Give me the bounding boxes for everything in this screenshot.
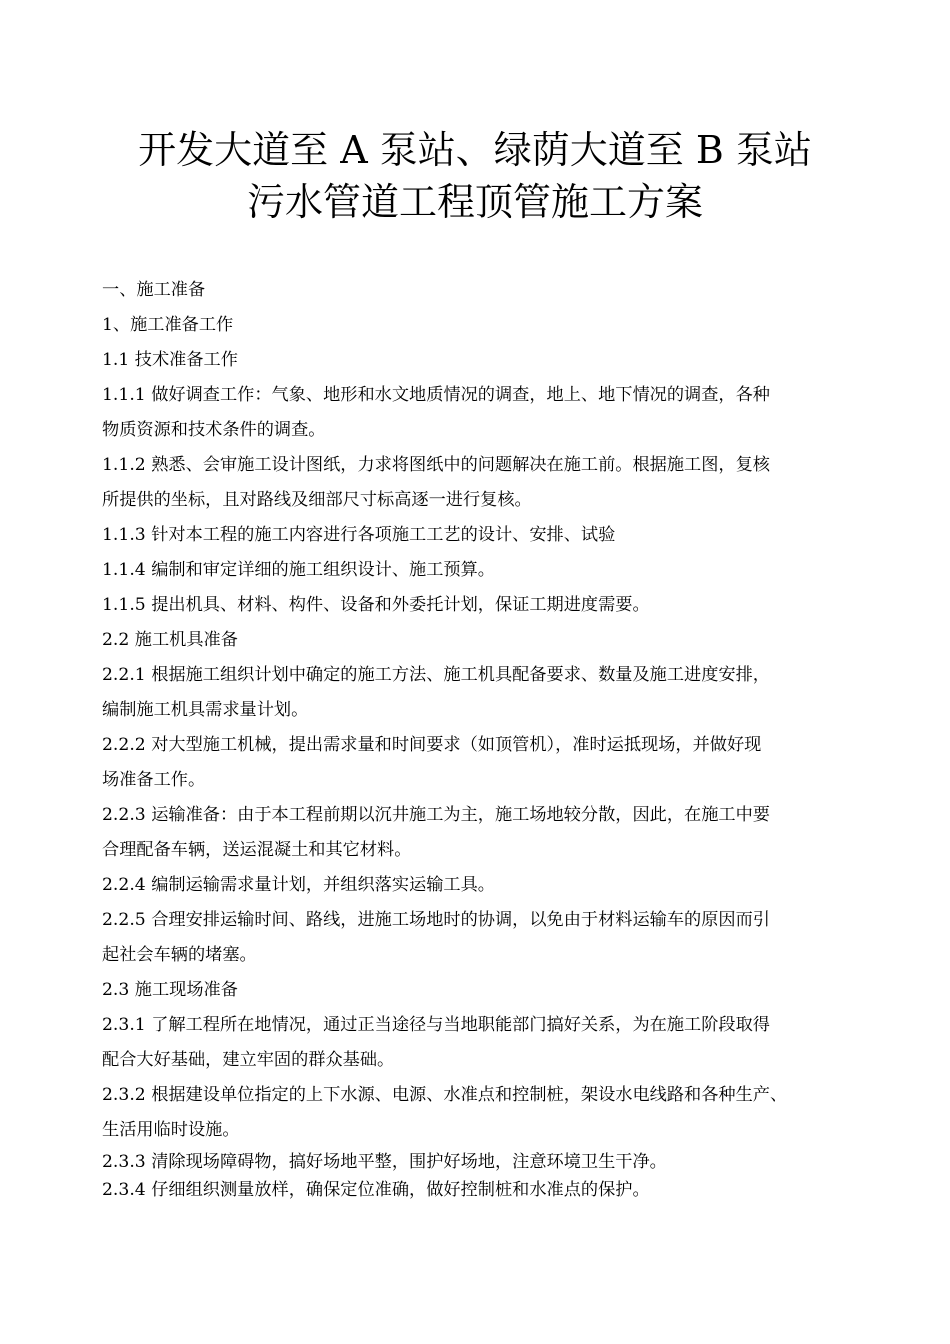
- subsection-heading: 2.3 施工现场准备: [102, 980, 238, 1000]
- paragraph-line: 2.3.1 了解工程所在地情况，通过正当途径与当地职能部门搞好关系，为在施工阶段取得: [102, 1015, 770, 1035]
- paragraph-line: 2.2.1 根据施工组织计划中确定的施工方法、施工机具配备要求、数量及施工进度安排，: [102, 665, 770, 685]
- paragraph-line: 2.3.3 清除现场障碍物，搞好场地平整，围护好场地，注意环境卫生干净。: [102, 1152, 667, 1172]
- paragraph-line: 生活用临时设施。: [102, 1120, 240, 1140]
- paragraph-line: 配合大好基础，建立牢固的群众基础。: [102, 1050, 395, 1070]
- section-heading: 一、施工准备: [102, 280, 206, 300]
- paragraph-line: 2.2.5 合理安排运输时间、路线，进施工场地时的协调，以免由于材料运输车的原因而引: [102, 910, 770, 930]
- document-title-line-1: 开发大道至 A 泵站、绿荫大道至 B 泵站: [138, 128, 812, 172]
- paragraph-line: 场准备工作。: [102, 770, 206, 790]
- subsection-heading: 1、施工准备工作: [102, 315, 234, 335]
- paragraph-line: 起社会车辆的堵塞。: [102, 945, 257, 965]
- paragraph-line: 所提供的坐标，且对路线及细部尺寸标高逐一进行复核。: [102, 490, 532, 510]
- paragraph-line: 1.1.5 提出机具、材料、构件、设备和外委托计划，保证工期进度需要。: [102, 595, 650, 615]
- paragraph-line: 2.2.3 运输准备：由于本工程前期以沉井施工为主，施工场地较分散，因此，在施工中要: [102, 805, 770, 825]
- subsection-heading: 2.2 施工机具准备: [102, 630, 238, 650]
- paragraph-line: 合理配备车辆，送运混凝土和其它材料。: [102, 840, 412, 860]
- subsection-heading: 1.1 技术准备工作: [102, 350, 238, 370]
- paragraph-line: 编制施工机具需求量计划。: [102, 700, 309, 720]
- paragraph-line: 物质资源和技术条件的调查。: [102, 420, 326, 440]
- paragraph-line: 1.1.1 做好调查工作：气象、地形和水文地质情况的调查，地上、地下情况的调查，各种: [102, 385, 770, 405]
- paragraph-line: 2.3.4 仔细组织测量放样，确保定位准确，做好控制桩和水准点的保护。: [102, 1180, 650, 1200]
- paragraph-line: 1.1.3 针对本工程的施工内容进行各项施工工艺的设计、安排、试验: [102, 525, 616, 545]
- document-title-line-2: 污水管道工程顶管施工方案: [246, 180, 703, 224]
- paragraph-line: 1.1.2 熟悉、会审施工设计图纸，力求将图纸中的问题解决在施工前。根据施工图，复核: [102, 455, 770, 475]
- paragraph-line: 2.2.4 编制运输需求量计划，并组织落实运输工具。: [102, 875, 495, 895]
- paragraph-line: 1.1.4 编制和审定详细的施工组织设计、施工预算。: [102, 560, 495, 580]
- paragraph-line: 2.2.2 对大型施工机械，提出需求量和时间要求（如顶管机），准时运抵现场，并做好现: [102, 735, 762, 755]
- document-body: [102, 273, 862, 1204]
- paragraph-line: 2.3.2 根据建设单位指定的上下水源、电源、水准点和控制桩，架设水电线路和各种生产、: [102, 1085, 788, 1105]
